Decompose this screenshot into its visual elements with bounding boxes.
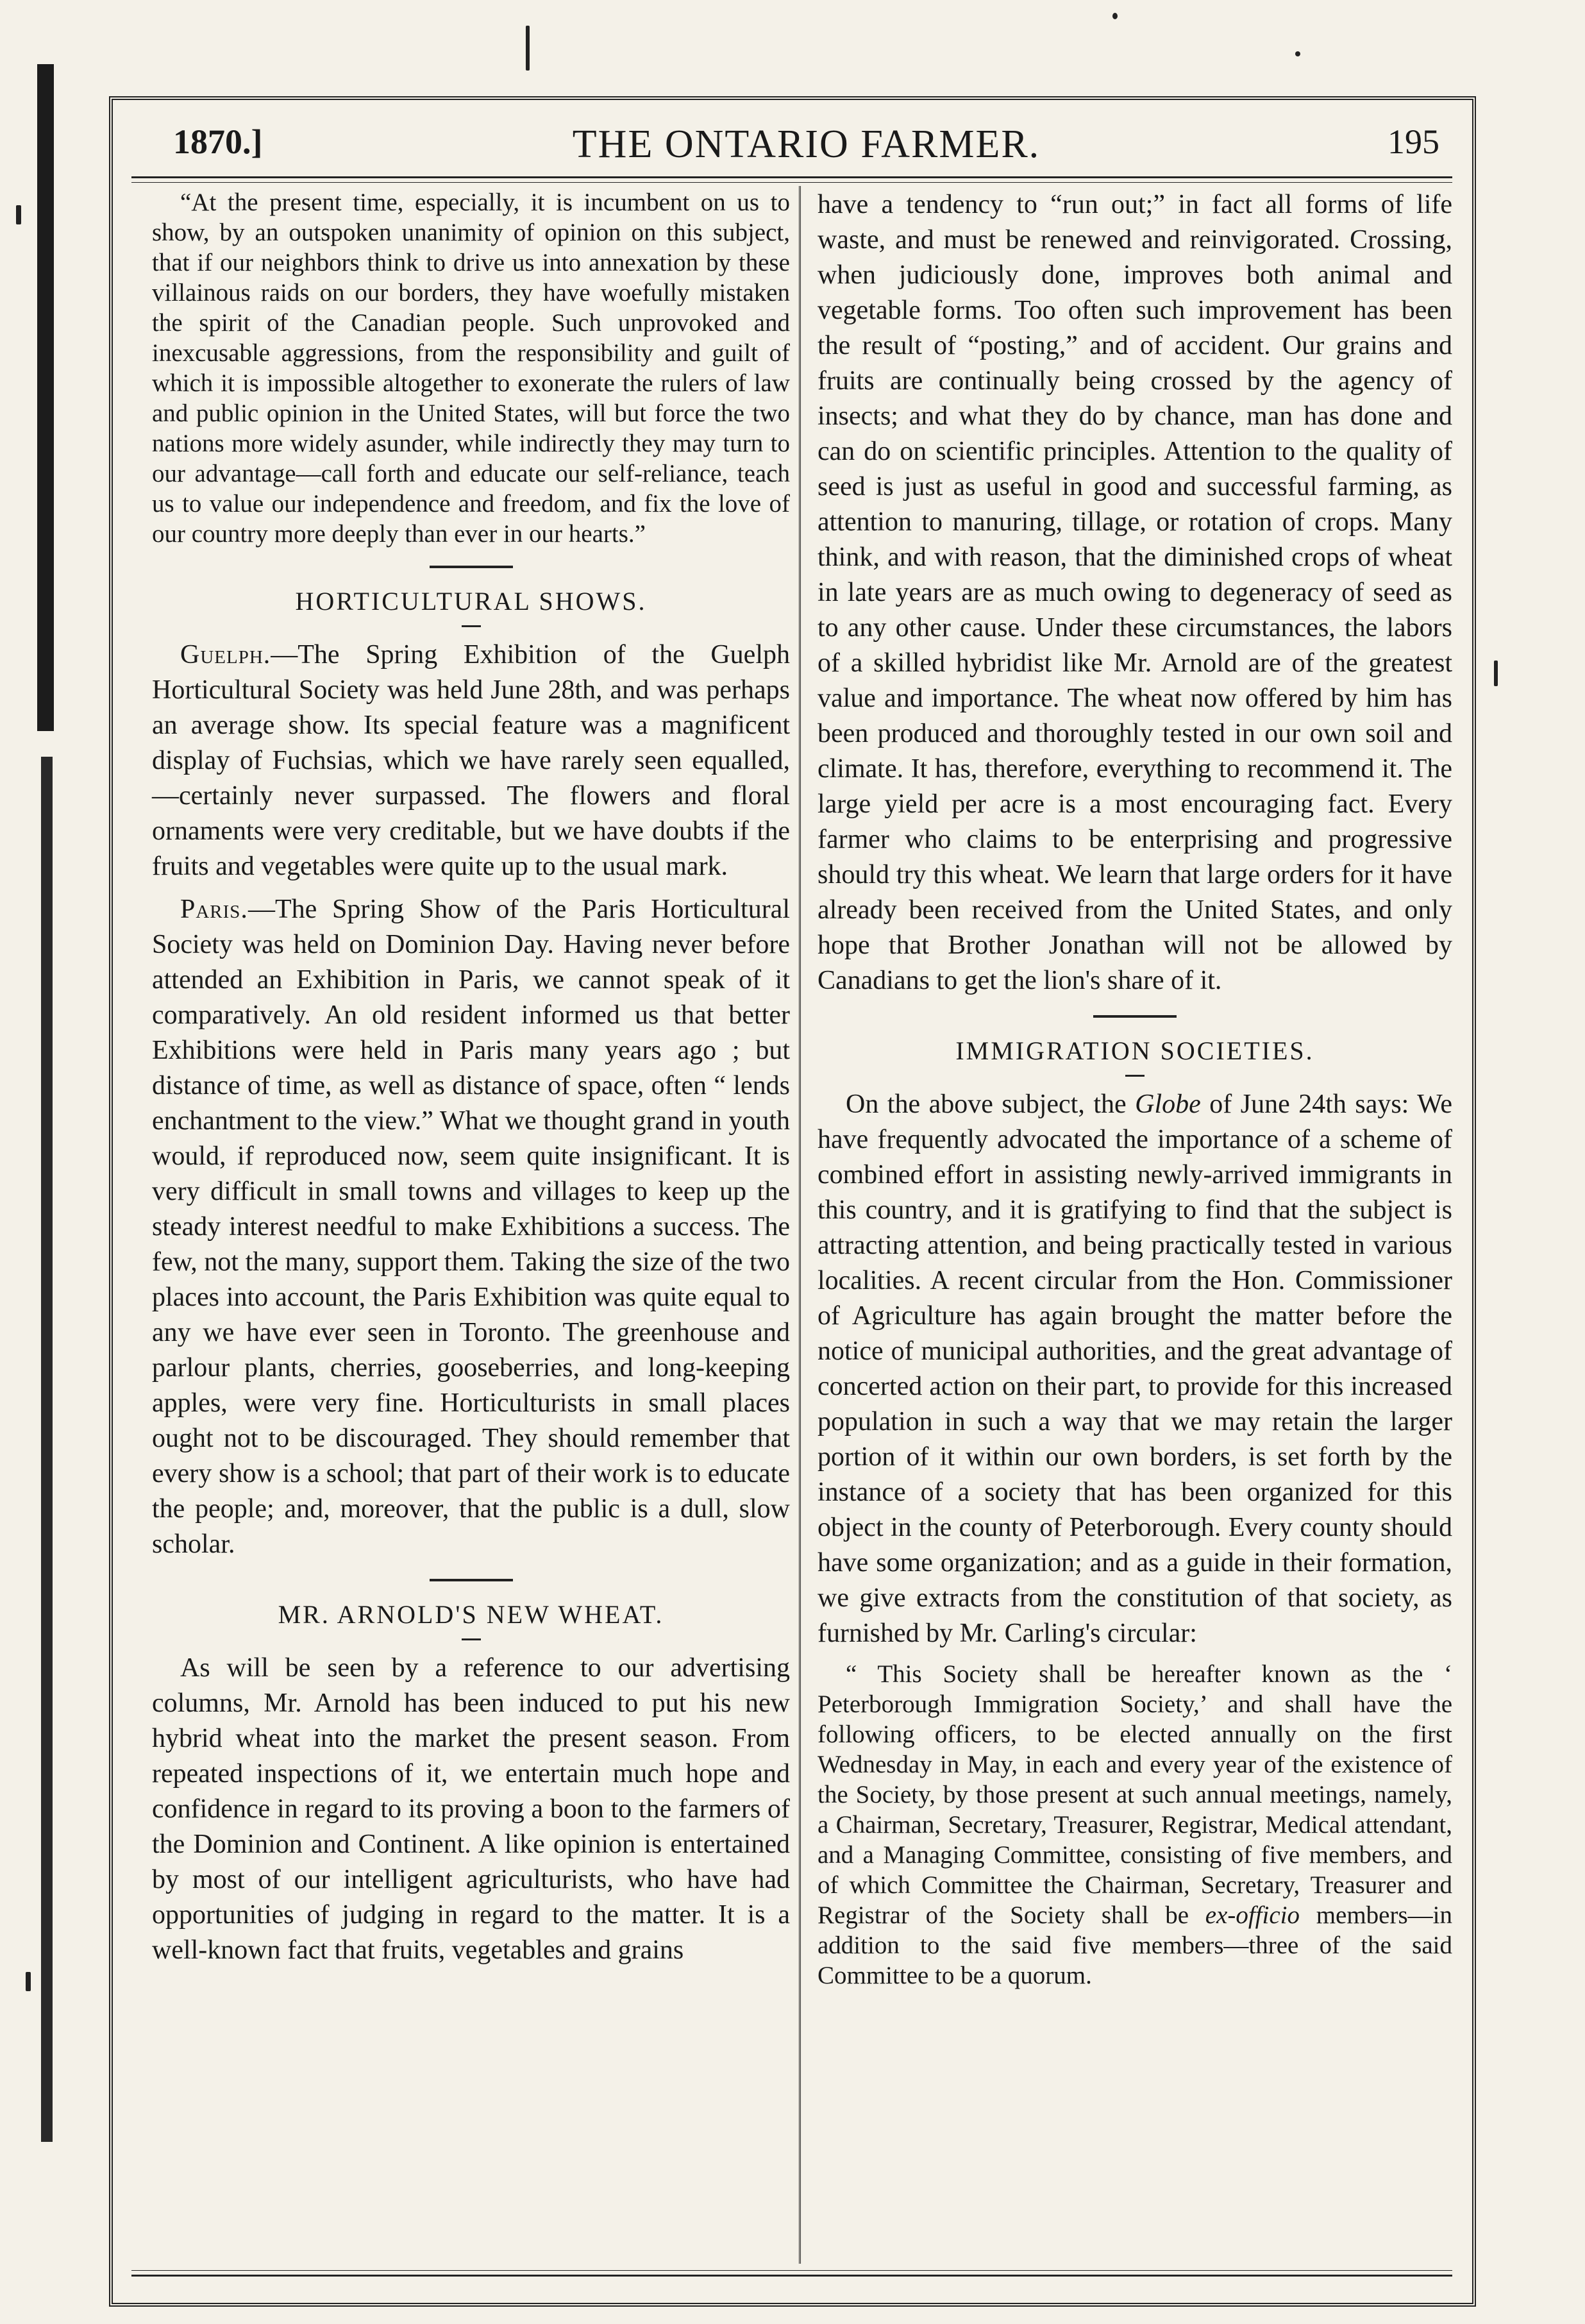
scan-edge-shadow bbox=[41, 757, 53, 2142]
quote-text-start: “ This Society shall be hereafter known as the ‘ Peterborough Immigration Society,’ and shall have the following officers, to be elected annually on the first Wednesday in May, in each and every year of the existence of the Society, by those present at such annual meetings, namely, a Chairman, Secretary, Treasurer, Registrar, Medical attendant, and a Managing Committee, consisting of five members, and of which Committee the Chairman, Secretary, Treasurer and Registrar of the Society shall be bbox=[818, 1660, 1452, 1929]
scan-speck bbox=[1494, 661, 1498, 686]
column-divider bbox=[799, 186, 801, 2264]
guelph-text: —The Spring Exhibition of the Guelph Horticultural Society was held June 28th, and was perhaps an average show. Its special feature was a magnificent display of Fuchsias, which we have rarely seen equalled,—certainly never surpassed. The flowers and floral ornaments were very creditable, but we have doubts if the fruits and vegetables were quite up to the usual mark. bbox=[152, 640, 790, 881]
intro-text-start: On the above subject, the bbox=[846, 1090, 1136, 1119]
globe-newspaper-name: Globe bbox=[1135, 1090, 1201, 1119]
section-rule bbox=[430, 1579, 513, 1581]
society-constitution-quote bbox=[818, 1659, 1452, 1991]
left-column bbox=[152, 187, 790, 1976]
scan-speck bbox=[526, 26, 530, 71]
scan-speck bbox=[26, 1972, 31, 1991]
guelph-paragraph bbox=[152, 637, 790, 884]
ex-officio-term: ex-officio bbox=[1205, 1901, 1300, 1929]
page-header bbox=[173, 122, 1439, 173]
guelph-lead: Guelph. bbox=[180, 640, 271, 669]
scan-speck bbox=[1295, 51, 1300, 56]
paris-lead: Paris. bbox=[180, 895, 248, 924]
heading-dash bbox=[462, 1638, 481, 1640]
page-number: 195 bbox=[1388, 122, 1439, 161]
section-rule bbox=[430, 566, 513, 568]
intro-text-end: of June 24th says: We have frequently advocated the importance of a scheme of combined effort in assisting newly-arrived immigrants in this country, and it is gratifying to find that the subject is attracting attention, and being practically tested in various localities. A recent circular from the Hon. Commissioner of Agriculture has again brought the matter before the notice of municipal authorities, and the great advantage of concerted action on their part, to provide for this increased population in such a way that we may retain the larger portion of it within our own borders, is set forth by the instance of a society that has been organized for this object in the county of Peterborough. Every county should have some organization; and as a guide in their formation, we give extracts from the constitution of that society, as furnished by Mr. Carling's circular: bbox=[818, 1090, 1452, 1648]
header-date: 1870.] bbox=[173, 122, 263, 161]
immigration-intro-paragraph bbox=[818, 1087, 1452, 1651]
closing-quote-paragraph: “At the present time, especially, it is incumbent on us to show, by an outspoken unanimity of opinion on this subject, that if our neighbors think to drive us into annexation by these villainous raids on our borders, they have woefully mistaken the spirit of the Canadian people. Such unprovoked and inexcusable aggressions, from the responsibility and guilt of which it is impossible altogether to exonerate the rulers of law and public opinion in the United States, will but force the two nations more widely asunder, while indirectly they may turn to our advantage—call forth and educate our self-reliance, teach us to value our independence and freedom, and fix the love of our country more deeply than ever in our hearts.” bbox=[152, 189, 790, 548]
scan-speck bbox=[16, 205, 21, 224]
heading-horticultural-shows: HORTICULTURAL SHOWS. bbox=[295, 587, 647, 616]
quote-text-end: members—in addition to the said five members—three of the said Committee to be a quorum. bbox=[818, 1901, 1452, 1989]
publication-title: THE ONTARIO FARMER. bbox=[572, 122, 1041, 166]
arnold-paragraph: As will be seen by a reference to our advertising columns, Mr. Arnold has been induced to put his new hybrid wheat into the market the present season. From repeated inspections of it, we entertain much hope and confidence in regard to its proving a boon to the farmers of the Dominion and Continent. A like opinion is entertained by most of our intelligent agriculturists, who have had opportunities of judging in regard to the matter. It is a well-known fact that fruits, vegetables and grains bbox=[152, 1653, 790, 1965]
right-column bbox=[818, 187, 1452, 1998]
heading-arnolds-new-wheat: MR. ARNOLD'S NEW WHEAT. bbox=[278, 1600, 664, 1629]
footer-rule bbox=[131, 2270, 1452, 2277]
header-rule bbox=[131, 176, 1452, 183]
heading-immigration-societies: IMMIGRATION SOCIETIES. bbox=[955, 1036, 1314, 1065]
section-rule bbox=[1093, 1015, 1177, 1018]
scan-edge-shadow bbox=[37, 64, 54, 731]
scan-speck bbox=[1112, 13, 1118, 19]
paris-text: —The Spring Show of the Paris Horticultural Society was held on Dominion Day. Having never before attended an Exhibition in Paris, we cannot speak of it comparatively. An old resident informed us that better Exhibitions were held in Paris many years ago ; but distance of time, as well as distance of space, often “ lends enchantment to the view.” What we thought grand in youth would, if reproduced now, seem quite insignificant. It is very difficult in small towns and villages to keep up the steady interest needful to make Exhibitions a success. The few, not the many, support them. Taking the size of the two places into account, the Paris Exhibition was quite equal to any we have ever seen in Toronto. The greenhouse and parlour plants, cherries, gooseberries, and long-keeping apples, were very fine. Horticulturists in small places ought not to be discouraged. They should remember that every show is a school; that part of their work is to educate the people; and, moreover, that the public is a dull, slow scholar. bbox=[152, 895, 790, 1559]
heading-dash bbox=[1125, 1075, 1145, 1077]
heading-dash bbox=[462, 625, 481, 627]
arnold-continued-paragraph: have a tendency to “run out;” in fact all forms of life waste, and must be renewed and reinvigorated. Crossing, when judiciously done, improves both animal and vegetable forms. Too often such improvement has been the result of “posting,” and of accident. Our grains and fruits are continually being crossed by the agency of insects; and what they do by chance, man has done and can do on scientific principles. Attention to the quality of seed is just as useful in good and successful farming, as attention to manuring, tillage, or rotation of crops. Many think, and with reason, that the diminished crops of wheat in late years are as much owing to degeneracy of seed as to any other cause. Under these circumstances, the labors of a skilled hybridist like Mr. Arnold are of the greatest value and importance. The wheat now offered by him has been produced and thoroughly tested in our own soil and climate. It has, therefore, everything to recommend it. The large yield per acre is a most encouraging fact. Every farmer who claims to be enterprising and progressive should try this wheat. We learn that large orders for it have already been received from the United States, and only hope that Brother Jonathan will not be allowed by Canadians to get the lion's share of it. bbox=[818, 190, 1452, 995]
paris-paragraph bbox=[152, 892, 790, 1562]
